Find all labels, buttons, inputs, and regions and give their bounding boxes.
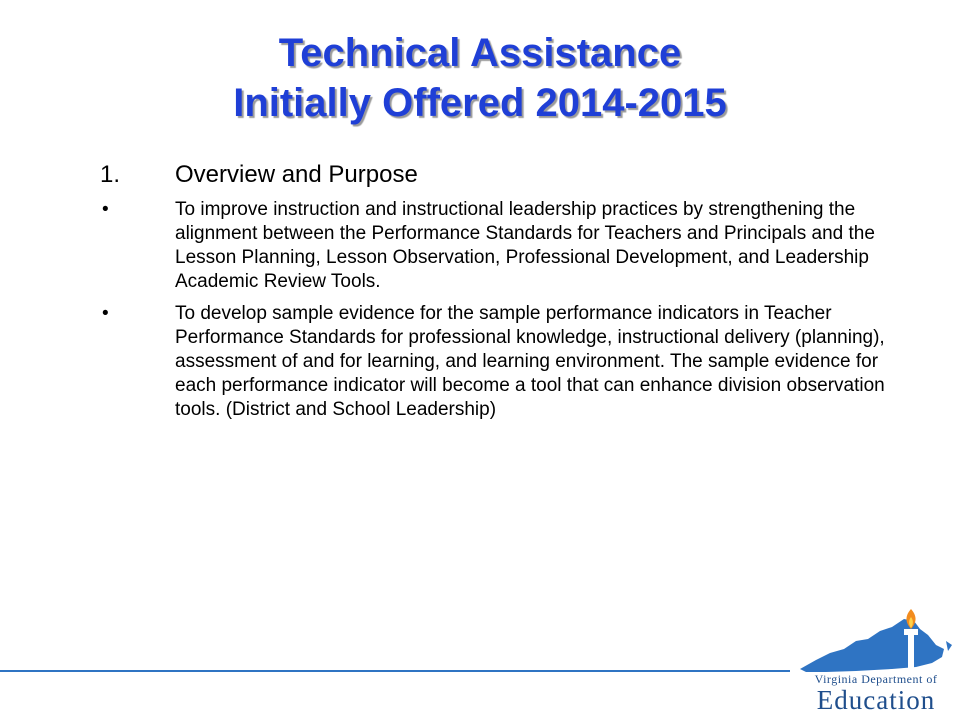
torch-handle bbox=[908, 633, 914, 669]
bullet-text: To develop sample evidence for the sample performance indicators in Teacher Performance Standards for professional knowledge, instructional delivery (planning), assessment of and for learning, and learning environment. The sample evidence for each performance indicator will become a tool that can enhance division observation tools. (District and School Leadership) bbox=[175, 303, 885, 420]
bullet-item bbox=[100, 302, 890, 422]
footer-divider bbox=[0, 670, 790, 672]
torch-cup bbox=[904, 629, 918, 635]
slide-title bbox=[0, 28, 960, 128]
bullet-text: To improve instruction and instructional leadership practices by strengthening the alignment between the Performance Standards for Teachers and Principals and the Lesson Planning, Lesson Observation, Professional Development, and Leadership Academic Review Tools. bbox=[175, 199, 875, 292]
virginia-map-torch-icon bbox=[796, 605, 956, 675]
section-title: Overview and Purpose bbox=[175, 161, 418, 188]
bullet-marker: • bbox=[102, 199, 109, 220]
section-number: 1. bbox=[100, 161, 121, 188]
section-heading bbox=[100, 160, 890, 190]
slide-title-line-2: Initially Offered 2014-2015 bbox=[233, 81, 727, 125]
logo-text-line-2: Education bbox=[816, 685, 936, 715]
slide-body bbox=[100, 160, 890, 430]
eastern-shore-shape bbox=[946, 641, 952, 651]
vdoe-logo bbox=[796, 605, 956, 715]
slide-title-line-1: Technical Assistance bbox=[278, 31, 682, 75]
bullet-marker: • bbox=[102, 303, 109, 324]
bullet-item bbox=[100, 198, 890, 294]
virginia-map-shape bbox=[800, 619, 944, 672]
logo-text-line-1: Virginia Department of bbox=[814, 672, 938, 686]
